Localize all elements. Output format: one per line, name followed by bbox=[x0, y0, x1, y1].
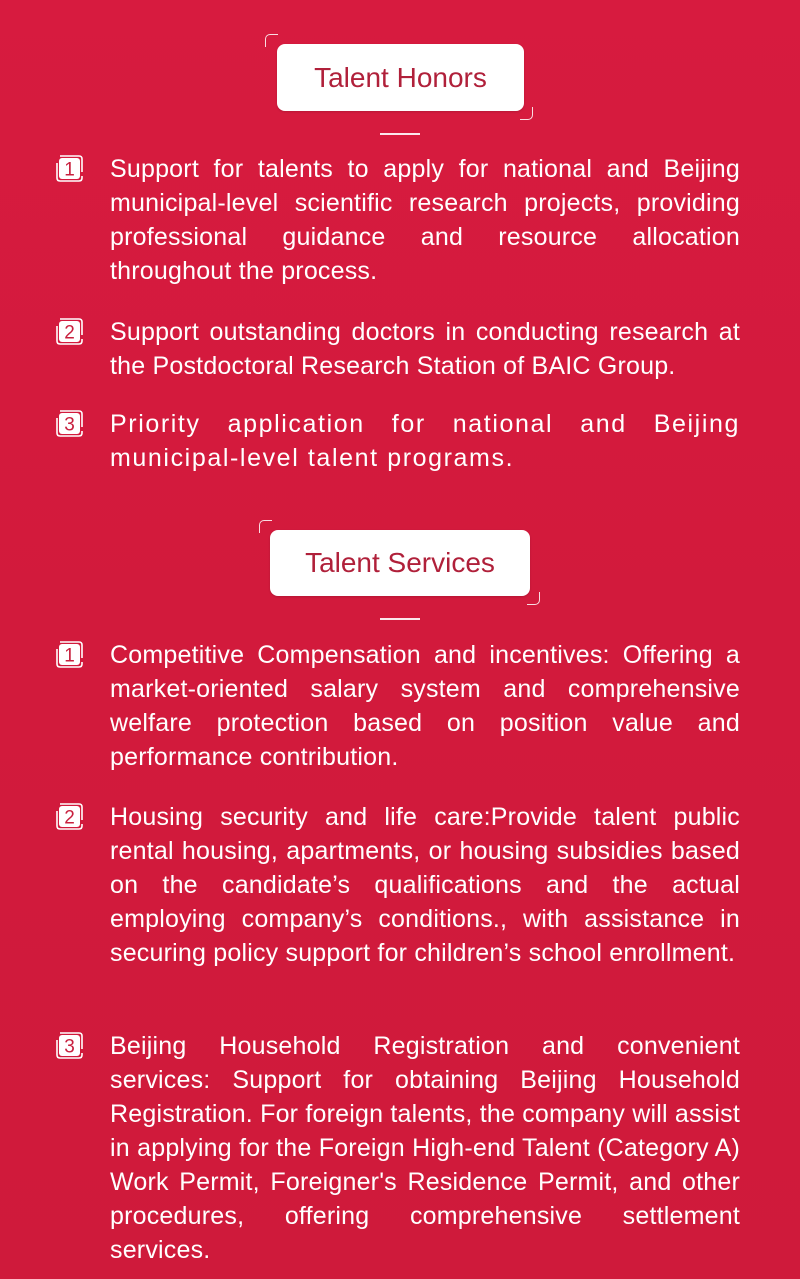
title-underline bbox=[380, 133, 420, 135]
title-bracket-bottom-right bbox=[520, 107, 533, 120]
title-bracket-top-left bbox=[265, 34, 278, 47]
svg-text:3: 3 bbox=[64, 1036, 75, 1058]
number-1-icon bbox=[56, 641, 83, 668]
number-3-icon bbox=[56, 1032, 83, 1059]
item-text: Housing security and life care:Provide talent public rental housing, apartments, or housing subsidies based on the candidate’s qualifications and the actual employing company’s conditions., with assistance in securing policy support for children’s school enrollment. bbox=[110, 803, 740, 967]
svg-text:1: 1 bbox=[64, 159, 75, 181]
item-text: Support outstanding doctors in conducting research at the Postdoctoral Research Station of BAIC Group. bbox=[110, 318, 740, 380]
number-3-icon bbox=[56, 410, 83, 437]
svg-text:2: 2 bbox=[64, 322, 75, 344]
talent-services-section bbox=[0, 480, 800, 1279]
svg-text:2: 2 bbox=[64, 807, 75, 829]
item-text: Competitive Compensation and incentives: Offering a market-oriented salary system and comprehensive welfare protection based on position value and performance contribution. bbox=[110, 641, 740, 771]
number-1-icon bbox=[56, 155, 83, 182]
svg-text:1: 1 bbox=[64, 645, 75, 667]
title-bracket-bottom-right bbox=[527, 592, 540, 605]
title-underline bbox=[380, 618, 420, 620]
item-text: Support for talents to apply for national and Beijing municipal-level scientific research projects, providing professional guidance and resource allocation throughout the process. bbox=[110, 155, 740, 285]
talent-services-title: Talent Services bbox=[270, 530, 530, 596]
number-2-icon bbox=[56, 318, 83, 345]
talent-honors-section bbox=[0, 0, 800, 480]
svg-text:3: 3 bbox=[64, 414, 75, 436]
item-text: Beijing Household Registration and convenient services: Support for obtaining Beijing Household Registration. For foreign talents, the company will assist in applying for the Foreign High-end Talent (Category A) Work Permit, Foreigner's Residence Permit, and other procedures, offering comprehensive settlement services. bbox=[110, 1032, 740, 1264]
talent-honors-title: Talent Honors bbox=[277, 44, 524, 111]
title-bracket-top-left bbox=[259, 520, 272, 533]
item-text: Priority application for national and Beijing municipal-level talent programs. bbox=[110, 410, 740, 472]
number-2-icon bbox=[56, 803, 83, 830]
